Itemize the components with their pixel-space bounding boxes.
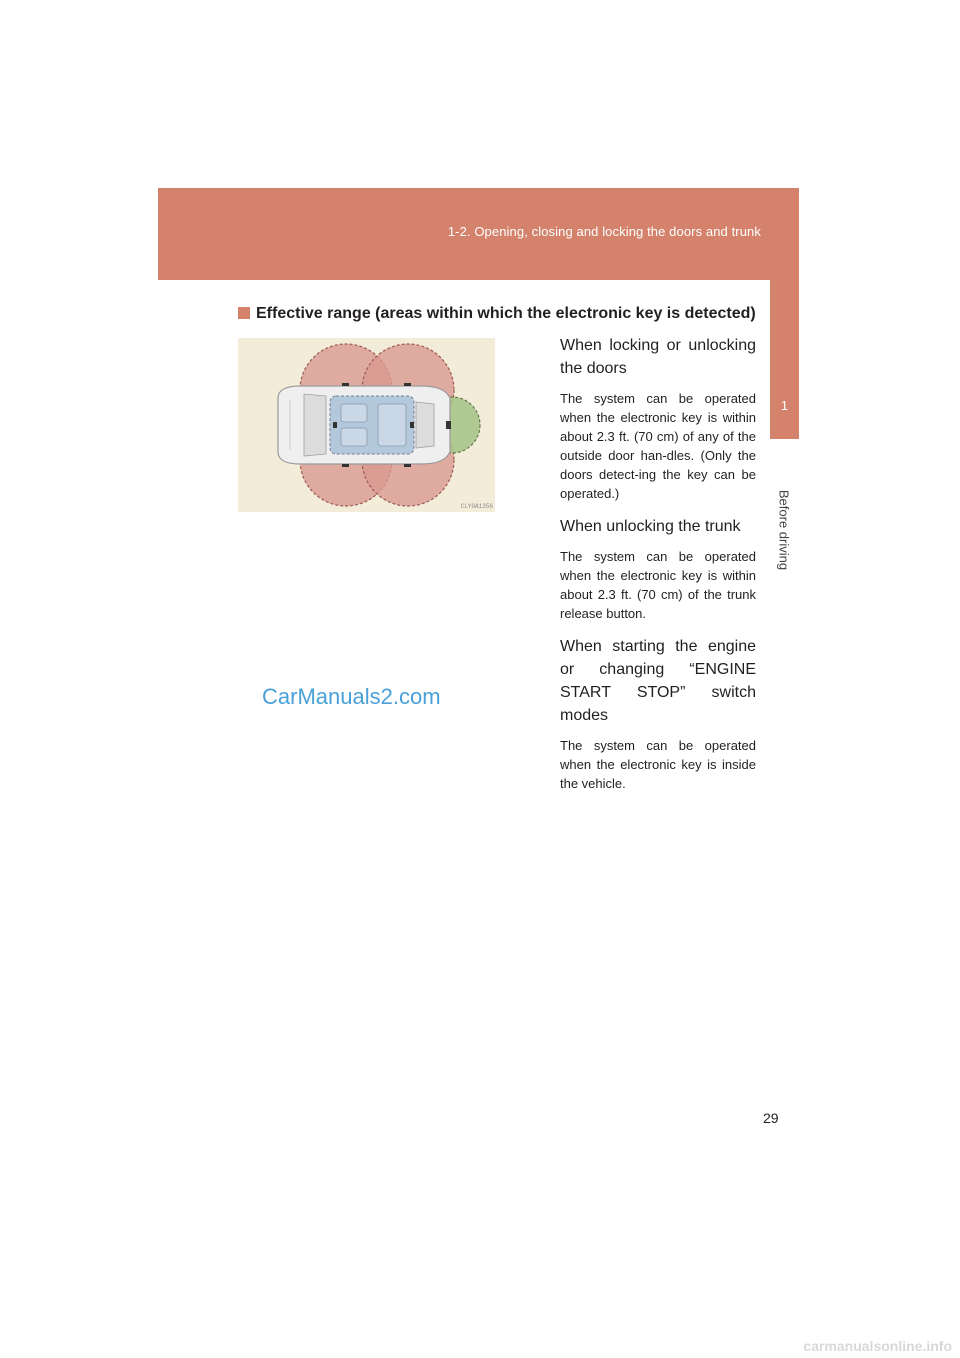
item-title-engine: When starting the engine or changing “ENGINE START STOP” switch modes — [560, 638, 756, 724]
section-heading-text: Effective range (areas within which the electronic key is detected) — [256, 305, 756, 322]
car-top-view-illustration — [238, 338, 495, 512]
effective-range-diagram — [238, 338, 495, 512]
chapter-title: Before driving — [776, 489, 792, 571]
chapter-tab — [770, 280, 799, 439]
item-text-engine: The system can be operated when the electronic key is inside the vehicle. — [560, 738, 756, 791]
item-title-doors: When locking or unlocking the doors — [560, 337, 756, 377]
figure-code: CLY0A1356 — [460, 503, 493, 510]
square-bullet-icon — [238, 307, 250, 319]
section-title: 1-2. Opening, closing and locking the doors and trunk — [447, 224, 761, 239]
car-body — [278, 386, 450, 464]
item-title-trunk: When unlocking the trunk — [560, 518, 741, 535]
header-band — [158, 188, 799, 280]
site-watermark: CarManuals2.com — [262, 684, 441, 709]
description-column — [560, 334, 756, 805]
page-number: 29 — [763, 1110, 779, 1126]
item-text-trunk: The system can be operated when the electronic key is within about 2.3 ft. (70 cm) of the trunk release button. — [560, 549, 756, 621]
footer-watermark: carmanualsonline.info — [803, 1338, 952, 1354]
chapter-number: 1 — [780, 398, 789, 413]
item-text-doors: The system can be operated when the electronic key is within about 2.3 ft. (70 cm) of any of the outside door han-dles. (Only the doors detect-ing the key can be operated.) — [560, 391, 756, 501]
section-heading — [238, 305, 756, 323]
